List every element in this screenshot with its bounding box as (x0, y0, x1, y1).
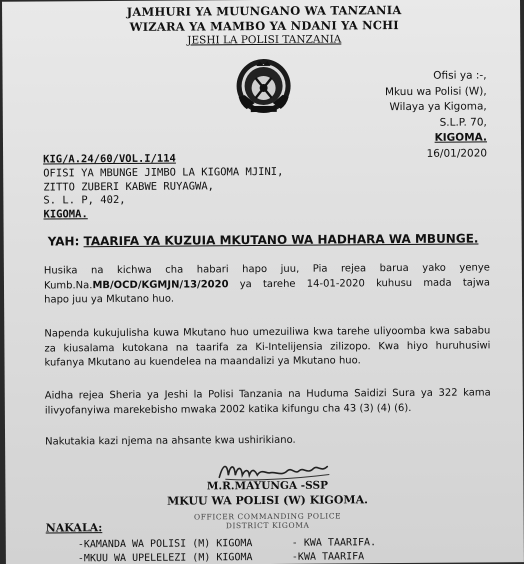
paragraph-2-line-3: kufanya Mkutano au kuendelea na maandalizi ya Mkutano huo. (44, 355, 361, 369)
paragraph-3 (45, 386, 491, 418)
paragraph-1-line-2 (44, 276, 490, 294)
signatory-name: M.R.MAYUNGA -SSP (206, 479, 328, 493)
recipient-address (43, 166, 284, 222)
ref-suffix: ya tarehe 14-01-2020 kuhusu mada tajwa (228, 276, 491, 290)
copies-label: NAKALA: (45, 521, 103, 535)
letter-date: 16/01/2020 (426, 146, 488, 160)
reference-number: KIG/A.24/60/VOL.I/114 (43, 152, 176, 166)
office-line-3: Wilaya ya Kigoma, (389, 100, 487, 114)
subject-title: TAARIFA YA KUZUIA MKUTANO WA HADHARA WA MBUNGE. (83, 231, 479, 249)
office-line-2: Mkuu wa Polisi (W), (384, 84, 487, 98)
copy-recipient-name: -KAMANDA WA POLISI (M) KIGOMA (77, 538, 253, 551)
recipient-line-3: S. L. P, 402, (43, 193, 126, 207)
paragraph-4 (45, 432, 491, 450)
mb-reference: MB/OCD/KGMJN/13/2020 (92, 278, 229, 291)
office-town: KIGOMA. (434, 131, 488, 144)
paragraph-2 (44, 324, 490, 371)
police-emblem-icon (234, 57, 292, 115)
sender-office-address (385, 68, 487, 162)
header-ministry: WIZARA YA MAMBO YA NDANI YA NCHI (129, 18, 399, 34)
subject-prefix: YAH: (47, 234, 80, 249)
letter-subject (48, 231, 479, 248)
office-line-1: Ofisi ya :-, (433, 69, 487, 82)
copy-recipient-name: -MKUU WA UPELELEZI (M) KIGOMA (77, 552, 253, 564)
paragraph-3-line-2: ilivyofanyiwa marekebisho mwaka 2002 katika kifungu cha 43 (3) (4) (6). (44, 402, 412, 417)
paragraph-3-line-1: Aidha rejea Sheria ya Jeshi la Polisi Tanzania na Huduma Saidizi Sura ya 322 kama (44, 387, 491, 402)
copy-purpose: - KWA TAARIFA. (291, 537, 377, 549)
copy-purpose: -KWA TAARIFA (291, 551, 365, 563)
signatory-title: MKUU WA POLISI (W) KIGOMA. (167, 493, 368, 508)
paragraph-2-line-1: Napenda kukujulisha kuwa Mkutano huo umezuiliwa kwa tarehe uliyoomba kwa sababu (44, 325, 491, 340)
paragraph-4-line-1: Nakutakia kazi njema na ahsante kwa ushirikiano. (45, 434, 296, 448)
recipient-town: KIGOMA. (43, 207, 88, 221)
paragraph-1 (44, 261, 490, 308)
recipient-line-2: ZITTO ZUBERI KABWE RUYAGWA, (43, 179, 215, 194)
paragraph-1-line-1: Husika na kichwa cha habari hapo juu, Pia rejea barua yako yenye (43, 262, 490, 277)
paragraph-1-line-3: hapo juu ya Mkutano huo. (44, 293, 175, 306)
letter-page (2, 0, 524, 564)
ref-prefix: Kumb.Na. (43, 279, 93, 292)
paragraph-2-line-2: za kiusalama kutokana na taarifa za Ki-Intelijensia zilizopo. Kwa hiyo huruhusiwi (44, 339, 491, 355)
stamp-line-1: OFFICER COMMANDING POLICE (193, 511, 342, 522)
recipient-line-1: OFISI YA MBUNGE JIMBO LA KIGOMA MJINI, (43, 165, 284, 180)
header-republic: JAMHURI YA MUUNGANO WA TANZANIA (126, 3, 402, 19)
stamp-line-2: DISTRICT KIGOMA (225, 520, 310, 531)
office-line-4: S.L.P. 70, (439, 115, 487, 129)
header-police-force: JESHI LA POLISI TANZANIA (187, 33, 342, 47)
